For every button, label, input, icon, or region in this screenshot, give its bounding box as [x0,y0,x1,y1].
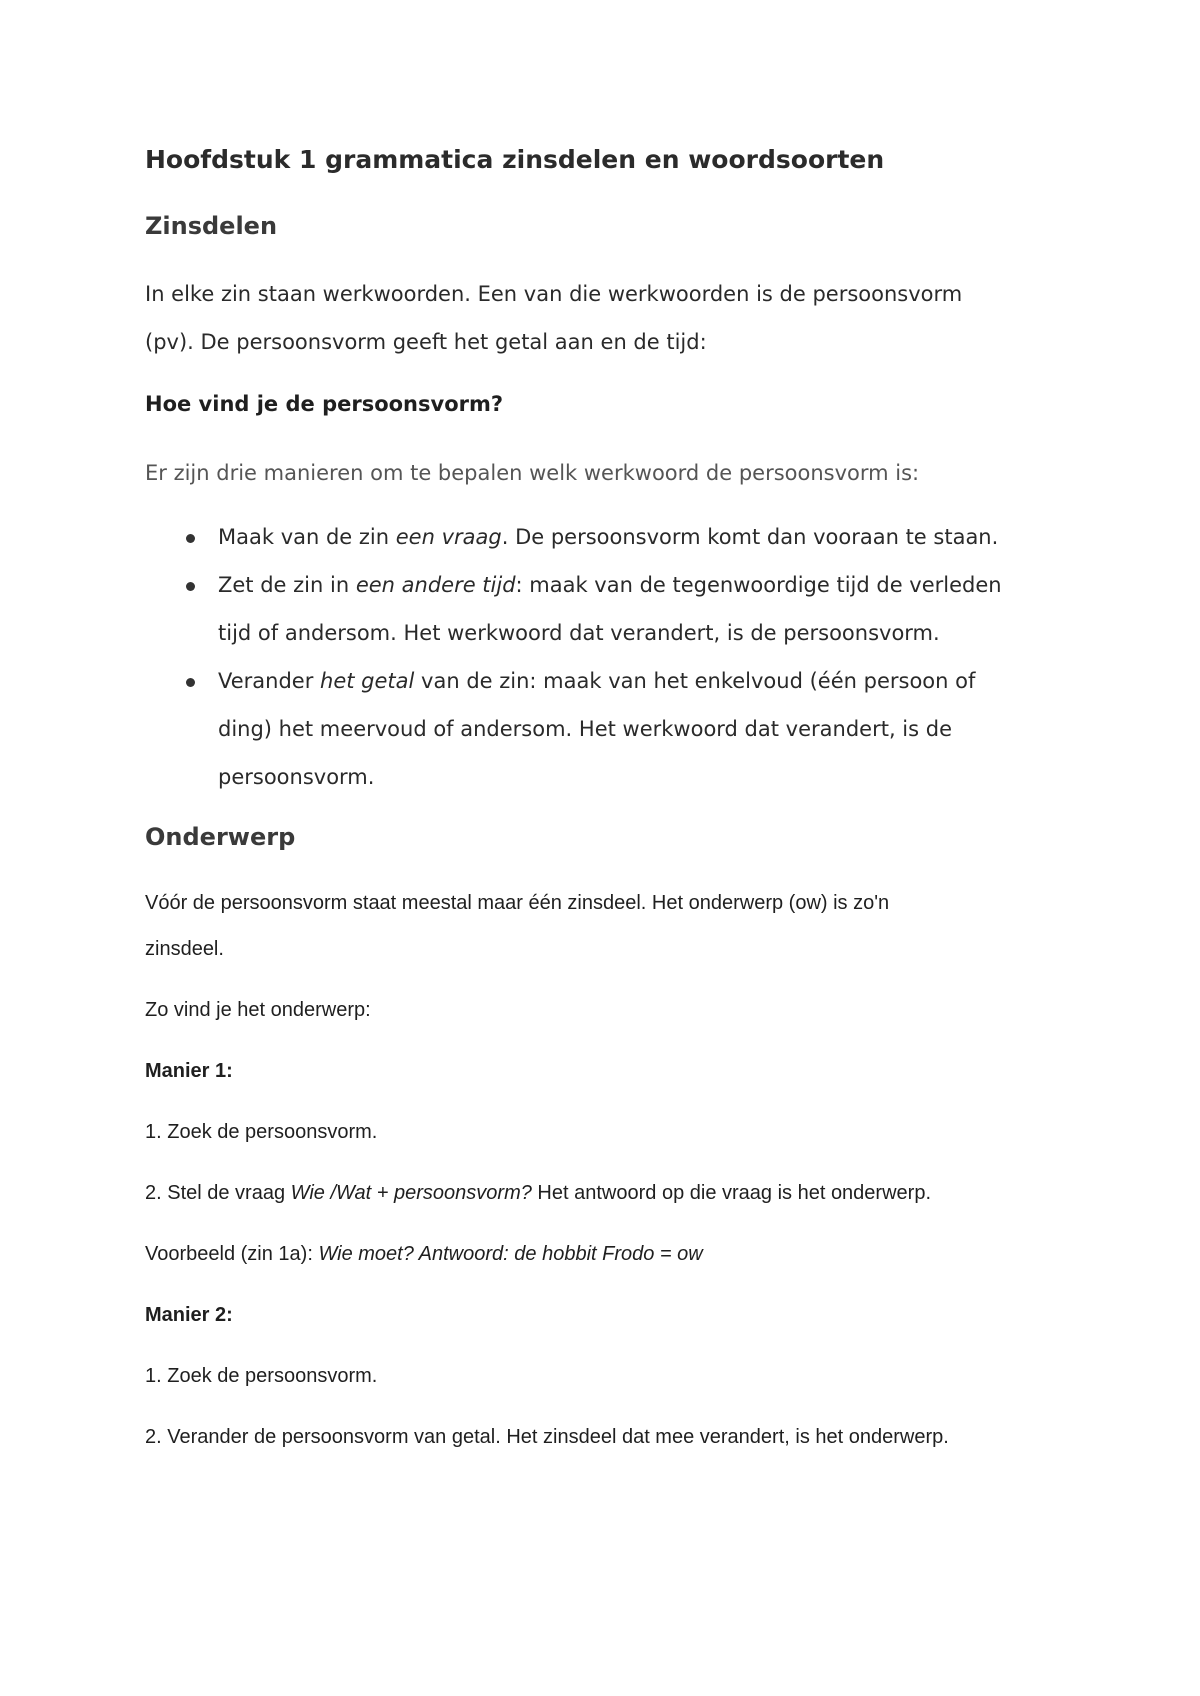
manier2-step2: 2. Verander de persoonsvorm van getal. Het zinsdeel dat mee verandert, is het onderwerp. [145,1426,949,1448]
manier2-label: Manier 2: [145,1304,233,1326]
bullet-text-post: : maak van de tegenwoordige tijd de verleden [515,573,1002,597]
bullet-text-line2: tijd of andersom. Het werkwoord dat verandert, is de persoonsvorm. [218,621,940,645]
zinsdelen-intro-line1: In elke zin staan werkwoorden. Een van die werkwoorden is de persoonsvorm [145,282,963,306]
bullet-text-line2: ding) het meervoud of andersom. Het werkwoord dat verandert, is de [218,717,952,741]
bullet-text-emphasis: het getal [320,669,415,693]
bullet-text-emphasis: een vraag [395,525,502,549]
bullet-text-line3: persoonsvorm. [218,765,375,789]
bullet-text-pre: Verander [218,669,321,693]
manier1-step2-post: Het antwoord op die vraag is het onderwerp. [531,1182,931,1204]
bullet-icon [186,534,195,543]
zinsdelen-intro-line2: (pv). De persoonsvorm geeft het getal aan en de tijd: [145,330,707,354]
list-item [145,657,1002,801]
onderwerp-how-to: Zo vind je het onderwerp: [145,999,371,1021]
onderwerp-intro-line1: Vóór de persoonsvorm staat meestal maar één zinsdeel. Het onderwerp (ow) is zo'n [145,892,890,914]
bullet-icon [186,582,195,591]
bullet-text-post: . De persoonsvorm komt dan vooraan te staan. [501,525,999,549]
manier1-example-answer: Wie moet? Antwoord: de hobbit Frodo = ow [318,1243,703,1265]
bullet-text-pre: Maak van de zin [218,525,396,549]
manier1-example-pre: Voorbeeld (zin 1a): [145,1243,319,1265]
manier1-step2 [145,1182,931,1205]
methods-list [145,513,1002,801]
heading-zinsdelen: Zinsdelen [145,212,278,240]
heading-onderwerp: Onderwerp [145,823,296,851]
manier2-step1: 1. Zoek de persoonsvorm. [145,1365,378,1387]
manier1-step2-question: Wie /Wat + persoonsvorm? [290,1182,532,1204]
subheading-persoonsvorm: Hoe vind je de persoonsvorm? [145,392,504,416]
onderwerp-intro-line2: zinsdeel. [145,938,224,960]
methods-intro: Er zijn drie manieren om te bepalen welk werkwoord de persoonsvorm is: [145,461,920,485]
manier1-step2-pre: 2. Stel de vraag [145,1182,291,1204]
manier1-label: Manier 1: [145,1060,233,1082]
manier1-step1: 1. Zoek de persoonsvorm. [145,1121,378,1143]
document-title: Hoofdstuk 1 grammatica zinsdelen en woordsoorten [145,145,885,174]
bullet-icon [186,678,195,687]
bullet-text-emphasis: een andere tijd [355,573,516,597]
bullet-text-pre: Zet de zin in [218,573,356,597]
manier1-example [145,1243,703,1266]
bullet-text-post: van de zin: maak van het enkelvoud (één persoon of [414,669,976,693]
list-item [145,561,1002,657]
list-item [145,513,1002,561]
